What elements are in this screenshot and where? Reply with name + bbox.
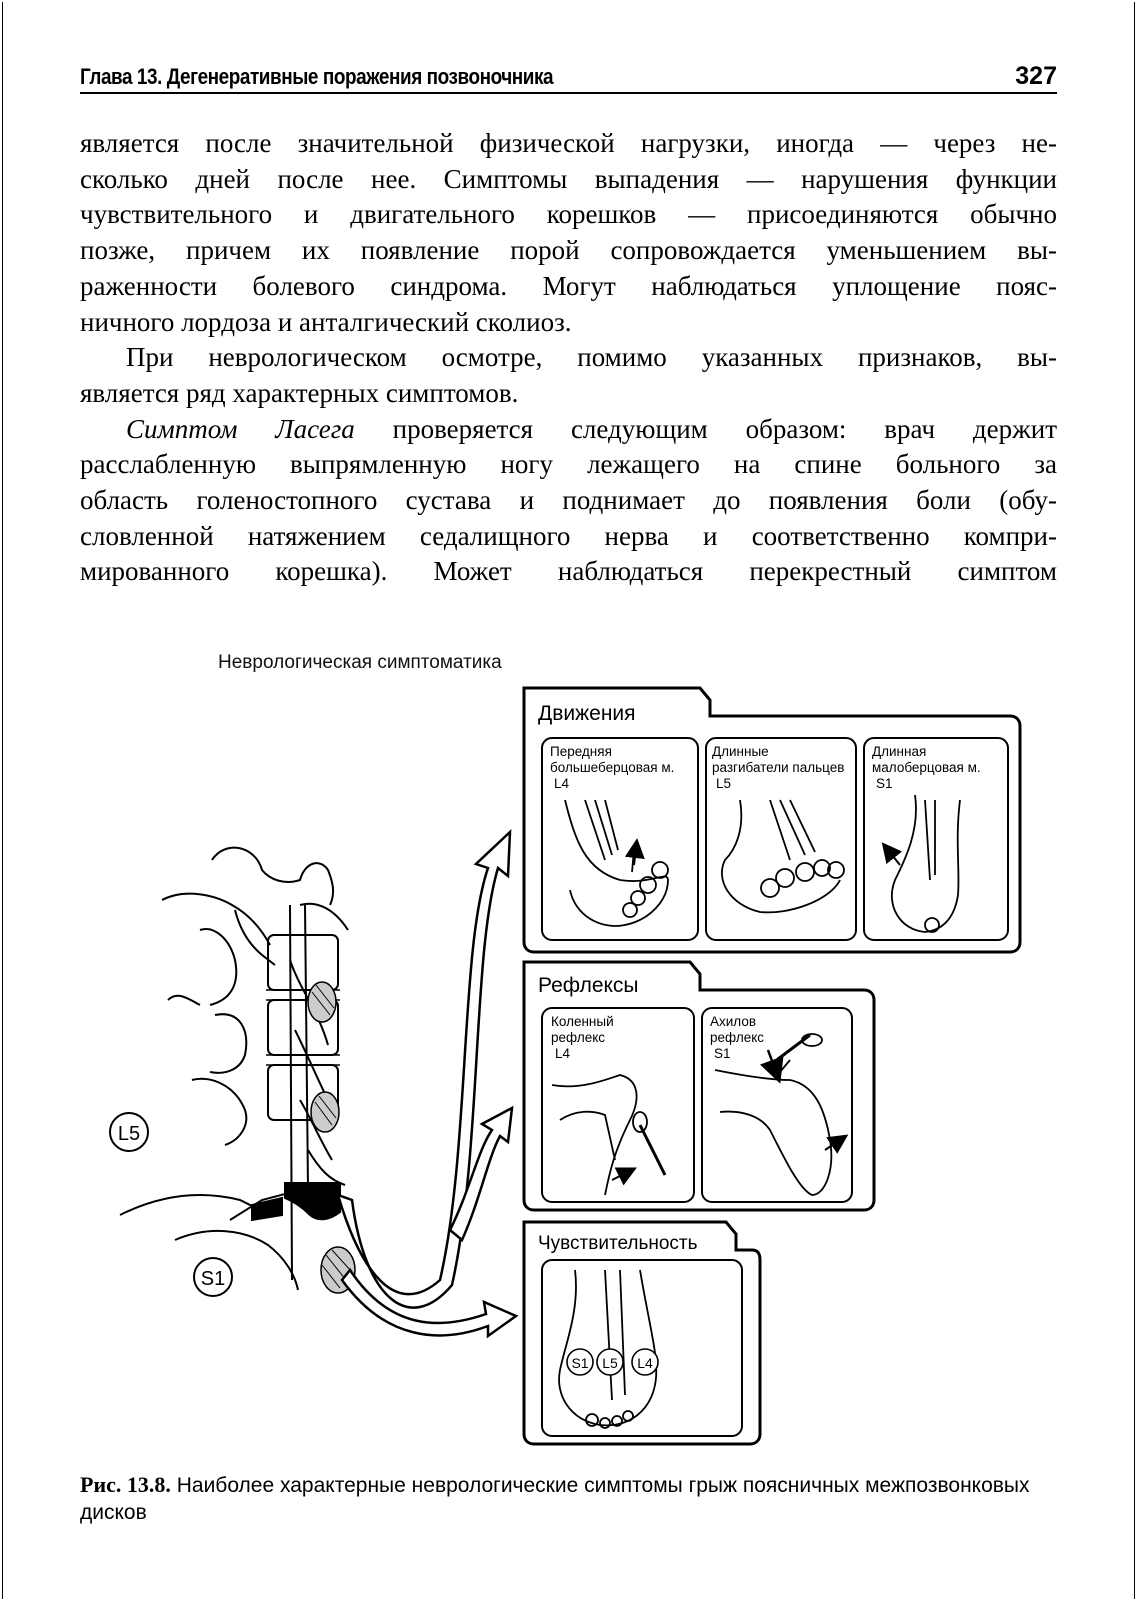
sensitivity-panel-label: Чувствительность (538, 1233, 698, 1254)
card-tibialis-line: L4 (554, 776, 570, 791)
card-knee-line: Коленный (551, 1014, 614, 1029)
figure-title: Неврологическая симптоматика (218, 652, 502, 673)
body-line: словленной натяжением седалищного нерва и соответственно компри- (80, 520, 1057, 551)
label-l5-text: L5 (117, 1123, 141, 1145)
card-tibialis-line: Передняя (550, 744, 612, 759)
card-peroneus-line: малоберцовая м. (872, 760, 981, 775)
card-extensor-line: L5 (716, 776, 732, 791)
movement-panel (524, 688, 1020, 952)
body-line: При неврологическом осмотре, помимо указанных признаков, вы- (126, 342, 1057, 373)
body-line: раженности болевого синдрома. Могут наблюдаться уплощение пояс- (80, 270, 1057, 301)
caption-text: Наиболее характерные неврологические симптомы грыж поясничных межпозвонковых дисков (80, 1474, 1030, 1524)
card-achilles-line: Ахилов (710, 1014, 757, 1029)
card-peroneus-line: Длинная (872, 744, 927, 759)
body-line: расслабленную выпрямленную ногу лежащего на спине больного за (80, 449, 1057, 480)
sensitivity-panel (524, 1222, 760, 1444)
body-line: сколько дней после нее. Симптомы выпадения — нарушения функции (80, 163, 1057, 194)
reflex-panel (524, 962, 874, 1210)
label-s1 (194, 1258, 232, 1296)
card-tibialis-line: большеберцовая м. (550, 760, 675, 775)
body-line-rest: проверяется следующим образом: врач держит (392, 413, 1058, 444)
body-line: чувствительного и двигательного корешков — присоединяются обычно (80, 199, 1057, 230)
reflex-panel-label: Рефлексы (538, 974, 639, 997)
page-number: 327 (1015, 62, 1057, 90)
body-line: область голеностопного сустава и поднимает до появления боли (обу- (80, 485, 1057, 516)
label-s1-text: S1 (200, 1268, 226, 1290)
body-line: является после значительной физической нагрузки, иногда — через не- (80, 128, 1057, 158)
label-l5 (110, 1113, 148, 1151)
body-line: является ряд характерных симптомов. (80, 377, 519, 408)
card-peroneus-line: S1 (876, 776, 893, 791)
spine-illustration (117, 848, 355, 1293)
body-line: мированного корешка). Может наблюдаться перекрестный симптом (80, 556, 1057, 587)
card-extensor-line: Длинные (712, 744, 769, 759)
lasegue-term: Симптом Ласега (126, 413, 355, 444)
card-knee-line: рефлекс (551, 1030, 606, 1045)
chapter-title: Глава 13. Дегенеративные поражения позвоночника (80, 64, 554, 89)
zone-l5-text: L5 (602, 1355, 618, 1371)
movement-panel-label: Движения (538, 702, 636, 725)
zone-l4-text: L4 (637, 1355, 653, 1371)
zone-s1-text: S1 (571, 1355, 589, 1371)
card-achilles-line: S1 (714, 1046, 731, 1061)
card-extensor-line: разгибатели пальцев (712, 760, 845, 775)
card-achilles-line: рефлекс (710, 1030, 765, 1045)
body-line: позже, причем их появление порой сопровождается уменьшением вы- (80, 235, 1057, 266)
card-knee-line: L4 (555, 1046, 571, 1061)
body-line: ничного лордоза и анталгический сколиоз. (80, 306, 572, 337)
figure-caption (80, 1471, 1057, 1526)
caption-number: Рис. 13.8. (80, 1472, 171, 1497)
pathway-arrows (338, 832, 516, 1336)
